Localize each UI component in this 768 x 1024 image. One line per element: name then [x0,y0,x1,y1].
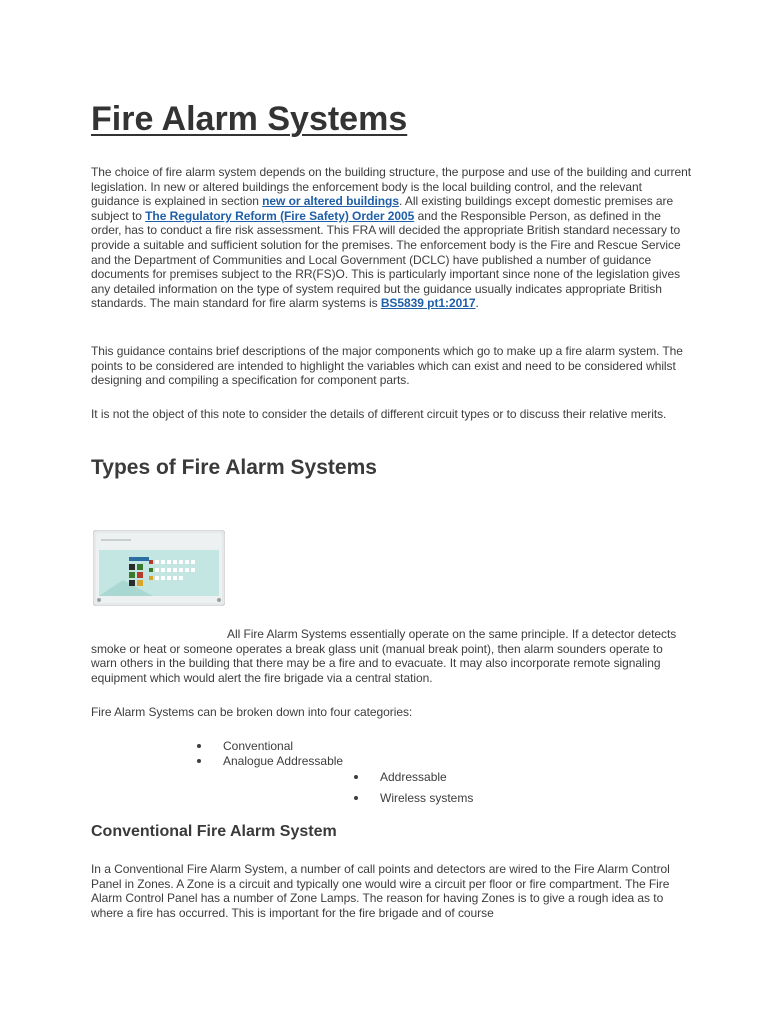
document-page: Fire Alarm Systems The choice of fire alarm system depends on the building structure, the purpose and use of the building and current legislation. In new or altered buildings the enforcement body is the local building control, and the relevant guidance is explained in section new or altered buildings. All existing buildings except domestic premises are subject to The Regulatory Reform (Fire Safety) Order 2005 and the Responsible Person, as defined in the order, has to conduct a fire risk assessment. This FRA will decided the appropriate British standard necessary to provide a suitable and sufficient solution for the premises. The enforcement body is the Fire and Rescue Service and the Department of Communities and Local Government (DCLC) have published a number of guidance documents for premises subject to the RR(FS)O. This is particularly important since none of the legislation gives any detailed information on the type of system required but the guidance usually indicates appropriate British standards. The main standard for fire alarm systems is BS5839 pt1:2017. This guidance contains brief descriptions of the major components which go to make up a fire alarm system. The points to be considered are intended to highlight the variables which can exist and need to be considered whilst designing and compiling a specification for component parts. It is not the object of this note to consider the details of different circuit types or to discuss their relative merits. Types of Fire Alarm Systems All Fire Alarm Systems essentially operate on the same principle. If a detector detects smoke or heat or someone operates a break glass unit (manual break point), then alarm sounders operate to warn others in the building that there may be a fire and to evacuate. It may also incorporate remote signaling equipment which would alert the fire brigade via a central station. Fire Alarm Systems can be broken down into four categories: Conventional Analogue Addressable Addressable Wireless systems Conventional Fire Alarm System In a Conventional Fire Alarm System, a number of call points and detectors are wired to the Fire Alarm Control Panel in Zones. A Zone is a circuit and typically one would wire a circuit per floor or fire compartment. The Fire Alarm Control Panel has a number of Zone Lamps. The reason for having Zones is to give a rough idea as to where a fire has occurred. This is important for the fire brigade and of course [91,100,691,920]
bullet-icon [354,775,358,779]
conventional-heading: Conventional Fire Alarm System [91,823,337,840]
guidance-paragraph: This guidance contains brief descriptions of the major components which go to make up a fire alarm system. The points to be considered are intended to highlight the variables which can exist and need to be considered whilst designing and compiling a specification for component parts. [91,344,683,388]
bullet-icon [354,796,358,800]
intro-text-4: . [475,296,479,311]
types-heading: Types of Fire Alarm Systems [91,456,377,479]
intro-text-2: . All existing buildings except domestic premises are subject to [91,194,674,223]
conventional-paragraph: In a Conventional Fire Alarm System, a number of call points and detectors are wired to the Fire Alarm Control Panel in Zones. A Zone is a circuit and typically one would wire a circuit per floor or fire compartment. The Fire Alarm Control Panel has a number of Zone Lamps. The reason for having Zones is to give a rough idea as to where a fire has occurred. This is important for the fire brigade and of course [91,862,670,920]
intro-text-3: and the Responsible Person, as defined in the order, has to conduct a fire risk assessment. This FRA will decided the appropriate British standard necessary to provide a suitable and sufficient solution for the premises. The enforcement body is the Fire and Rescue Service and the Department of Communities and Local Government (DCLC) have published a number of guidance documents for premises subject to the RR(FS)O. This is particularly important since none of the legislation gives any detailed information on the type of system required but the guidance usually indicates appropriate British standards. The main standard for fire alarm systems is [91,208,681,311]
link-new-or-altered-buildings[interactable]: new or altered buildings [262,194,399,209]
fire-alarm-panel-image [93,530,225,606]
bullet-icon [197,759,201,763]
intro-text-1: The choice of fire alarm system depends on the building structure, the purpose and use of the building and current legislation. In new or altered buildings the enforcement body is the local building control, and the relevant guidance is explained in section [91,165,691,209]
intro-paragraph [91,165,691,311]
categories-intro: Fire Alarm Systems can be broken down into four categories: [91,705,413,719]
link-bs5839[interactable]: BS5839 pt1:2017 [380,296,476,311]
link-regulatory-reform-order[interactable]: The Regulatory Reform (Fire Safety) Order 2005 [145,208,415,223]
principle-paragraph: All Fire Alarm Systems essentially operate on the same principle. If a detector detects smoke or heat or someone operates a break glass unit (manual break point), then alarm sounders operate to warn others in the building that there may be a fire and to evacuate. It may also incorporate remote signaling equipment which would alert the fire brigade via a central station. [91,627,677,685]
scope-paragraph: It is not the object of this note to consider the details of different circuit types or to discuss their relative merits. [91,407,667,421]
bullet-icon [197,744,201,748]
page-title: Fire Alarm Systems [91,100,408,138]
